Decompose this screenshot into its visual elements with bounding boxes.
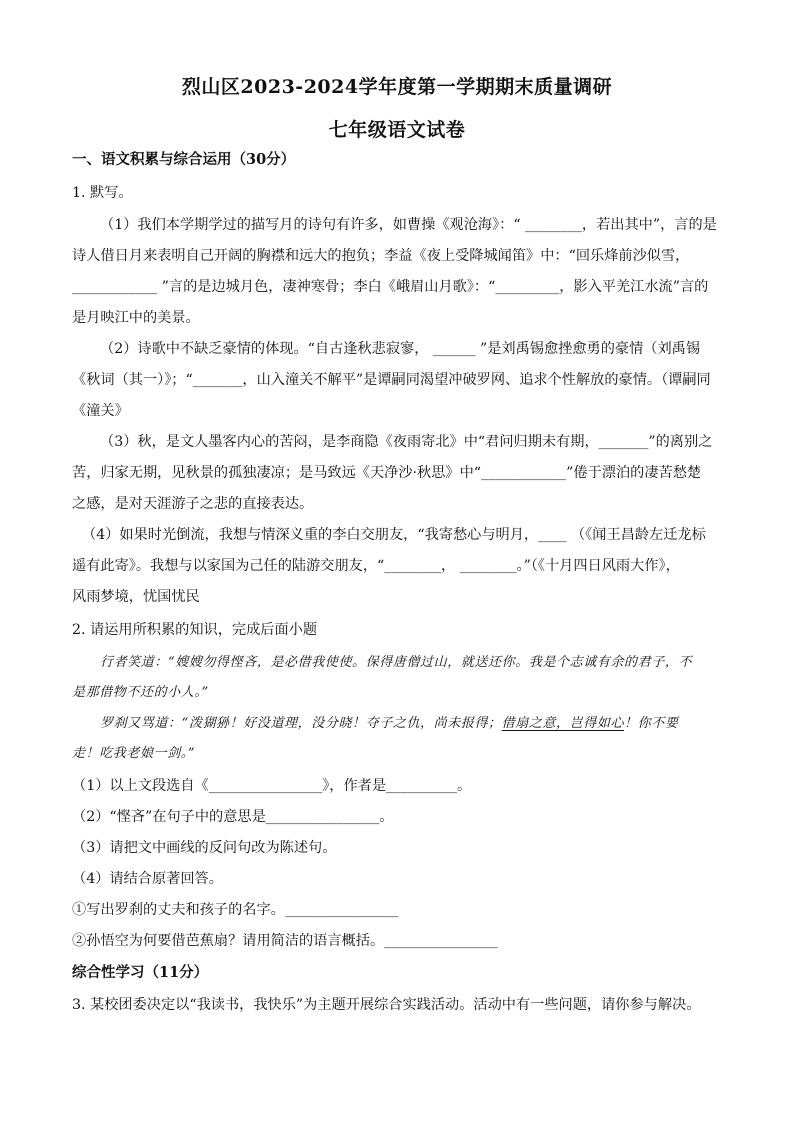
q1-p3-line2: 苦，归家无期，见秋景的孤独凄凉；是马致远《天净沙·秋思》中“____________”倦于漂泊的凄苦愁楚	[72, 465, 702, 481]
q1-stem: 1. 默写。	[72, 185, 133, 201]
q2-stem: 2. 请运用所积累的知识，完成后面小题	[72, 622, 318, 638]
exam-title: 烈山区2023-2024学年度第一学期期末质量调研	[181, 76, 613, 98]
q3-stem: 3. 某校团委决定以“我读书，我快乐”为主题开展综合实践活动。活动中有一些问题，请你参与解决。	[72, 997, 701, 1013]
q2-sub4a: ①写出罗刹的丈夫和孩子的名字。________________	[72, 902, 399, 918]
q1-p4-line2: 遥有此寄》。我想与以家国为己任的陆游交朋友，“________， ________。”（《十月四日风雨大作》，	[72, 558, 680, 574]
q1-p2-line2: 《秋词（其一）》；“_______，山入潼关不解平”是谭嗣同渴望冲破罗网、追求个性解放的豪情。（谭嗣同	[72, 372, 711, 388]
exam-subtitle: 七年级语文试卷	[328, 119, 466, 141]
q1-p1-line1: （1）我们本学期学过的描写月的诗句有许多，如曹操《观沧海》：“ ________，若出其中”，言的是	[100, 217, 717, 233]
quote2-text-b: ！你不要	[624, 716, 679, 731]
q1-p2-line1: （2）诗歌中不缺乏豪情的体现。“自古逢秋悲寂寥， ______ ”是刘禹锡愈挫愈勇的豪情（刘禹锡	[100, 341, 701, 357]
quote2-line2: 走！吃我老娘一剑。”	[72, 746, 196, 761]
q1-p4-line1: （4）如果时光倒流，我想与情深义重的李白交朋友，“我寄愁心与明月，____ （《闻王昌龄左迁龙标	[82, 527, 706, 543]
q1-p3-line1: （3）秋，是文人墨客内心的苦闷，是李商隐《夜雨寄北》中“君问归期未有期，_______”的离别之	[100, 434, 713, 450]
q2-sub2: （2）“悭吝”在句子中的意思是________________。	[72, 809, 394, 825]
q1-p1-line2: 诗人借日月来表明自己开阔的胸襟和远大的抱负；李益《夜上受降城闻笛》中：“回乐烽前沙似雪，	[72, 248, 690, 264]
q1-p4-line3: 风雨梦境，忧国忧民	[72, 589, 200, 605]
q2-sub1: （1）以上文段选自《________________》，作者是__________。	[72, 778, 472, 794]
q1-p1-line4: 是月映江中的美景。	[72, 310, 200, 326]
quote2-text-a: 罗刹又骂道：“泼猢狲！好没道理，没分晓！夺子之仇，尚未报得；	[100, 716, 502, 731]
q2-sub4: （4）请结合原著回答。	[72, 871, 223, 887]
q1-p3-line3: 之感，是对天涯游子之悲的直接表达。	[72, 496, 314, 512]
q2-sub3: （3）请把文中画线的反问句改为陈述句。	[72, 840, 337, 856]
quote1-line2: 是那借物不还的小人。”	[72, 685, 209, 700]
quote2-line1	[100, 714, 727, 734]
q2-sub4b: ②孙悟空为何要借芭蕉扇？请用简洁的语言概括。________________	[72, 933, 498, 949]
quote2-underlined: 借扇之意，岂得如心	[501, 716, 625, 731]
q1-p2-line3: 《潼关》	[72, 403, 129, 419]
section1-heading: 一、语文积累与综合运用（30分）	[72, 151, 296, 168]
q1-p1-line3: ____________ ”言的是边城月色，凄神寒骨；李白《峨眉山月歌》：“_________，影入平羌江水流”言的	[72, 279, 709, 295]
section2-heading: 综合性学习（11分）	[72, 964, 209, 981]
quote1-line1: 行者笑道：“嫂嫂勿得悭吝，是必借我使使。保得唐僧过山，就送还你。我是个志诚有余的君子，不	[100, 655, 693, 670]
